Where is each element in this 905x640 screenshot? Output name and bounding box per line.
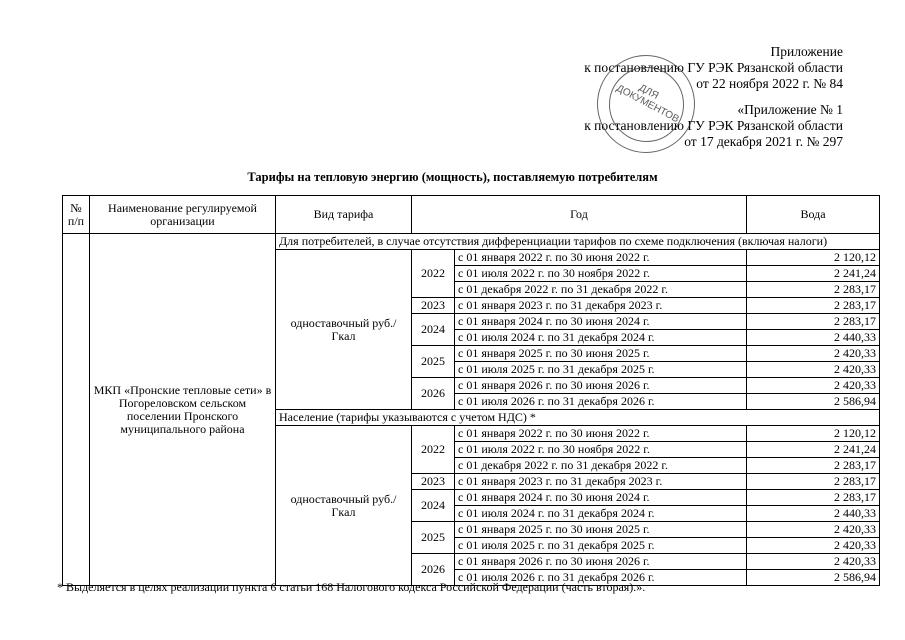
- period-cell: с 01 января 2022 г. по 30 июня 2022 г.: [455, 250, 747, 266]
- year-cell: 2023: [412, 298, 455, 314]
- footnote: * Выделяется в целях реализации пункта 6 статьи 168 Налогового кодекса Российской Федерации (часть вторая).».: [57, 580, 646, 594]
- period-cell: с 01 июля 2026 г. по 31 декабря 2026 г.: [455, 570, 747, 586]
- year-cell: 2023: [412, 474, 455, 490]
- tariff-type: одноставочный руб./Гкал: [276, 250, 412, 410]
- period-cell: с 01 июля 2024 г. по 31 декабря 2024 г.: [455, 330, 747, 346]
- period-cell: с 01 января 2026 г. по 30 июня 2026 г.: [455, 378, 747, 394]
- row-number-cell: [63, 234, 90, 586]
- water-value-cell: 2 440,33: [747, 330, 880, 346]
- water-value-cell: 2 440,33: [747, 506, 880, 522]
- year-cell: 2022: [412, 426, 455, 474]
- period-cell: с 01 января 2023 г. по 31 декабря 2023 г.: [455, 474, 747, 490]
- water-value-cell: 2 420,33: [747, 346, 880, 362]
- water-value-cell: 2 420,33: [747, 522, 880, 538]
- header-line-6: от 17 декабря 2021 г. № 297: [684, 134, 843, 149]
- header-type: Вид тарифа: [276, 196, 412, 234]
- water-value-cell: 2 283,17: [747, 490, 880, 506]
- period-cell: с 01 января 2024 г. по 30 июня 2024 г.: [455, 490, 747, 506]
- period-cell: с 01 июля 2025 г. по 31 декабря 2025 г.: [455, 362, 747, 378]
- header-line-5: к постановлению ГУ РЭК Рязанской области: [584, 118, 843, 133]
- water-value-cell: 2 241,24: [747, 442, 880, 458]
- year-cell: 2025: [412, 522, 455, 554]
- document-title: Тарифы на тепловую энергию (мощность), поставляемую потребителям: [247, 170, 658, 184]
- organization-name: МКП «Пронские тепловые сети» в Погореловском сельском поселении Пронского муниципального района: [90, 234, 276, 586]
- year-cell: 2026: [412, 378, 455, 410]
- year-cell: 2024: [412, 314, 455, 346]
- water-value-cell: 2 283,17: [747, 458, 880, 474]
- water-value-cell: 2 586,94: [747, 570, 880, 586]
- year-cell: 2022: [412, 250, 455, 298]
- water-value-cell: 2 420,33: [747, 554, 880, 570]
- period-cell: с 01 декабря 2022 г. по 31 декабря 2022 г.: [455, 458, 747, 474]
- water-value-cell: 2 420,33: [747, 538, 880, 554]
- water-value-cell: 2 283,17: [747, 314, 880, 330]
- water-value-cell: 2 283,17: [747, 298, 880, 314]
- period-cell: с 01 января 2026 г. по 30 июня 2026 г.: [455, 554, 747, 570]
- water-value-cell: 2 420,33: [747, 362, 880, 378]
- water-value-cell: 2 283,17: [747, 474, 880, 490]
- header-line-1: Приложение: [770, 44, 843, 59]
- period-cell: с 01 июля 2022 г. по 30 ноября 2022 г.: [455, 442, 747, 458]
- period-cell: с 01 января 2025 г. по 30 июня 2025 г.: [455, 346, 747, 362]
- period-cell: с 01 января 2025 г. по 30 июня 2025 г.: [455, 522, 747, 538]
- header-year: Год: [412, 196, 747, 234]
- tariff-table: [62, 195, 880, 586]
- water-value-cell: 2 120,12: [747, 250, 880, 266]
- period-cell: с 01 июля 2024 г. по 31 декабря 2024 г.: [455, 506, 747, 522]
- water-value-cell: 2 420,33: [747, 378, 880, 394]
- header-num: № п/п: [63, 196, 90, 234]
- header-line-4: «Приложение № 1: [737, 102, 843, 117]
- official-stamp: [597, 55, 695, 153]
- period-cell: с 01 января 2024 г. по 30 июня 2024 г.: [455, 314, 747, 330]
- table-header-row: [63, 196, 880, 234]
- water-value-cell: 2 283,17: [747, 282, 880, 298]
- period-cell: с 01 июля 2022 г. по 30 ноября 2022 г.: [455, 266, 747, 282]
- period-cell: с 01 января 2022 г. по 30 июня 2022 г.: [455, 426, 747, 442]
- tariff-type: одноставочный руб./Гкал: [276, 426, 412, 586]
- year-cell: 2024: [412, 490, 455, 522]
- period-cell: с 01 июля 2025 г. по 31 декабря 2025 г.: [455, 538, 747, 554]
- header-water: Вода: [747, 196, 880, 234]
- water-value-cell: 2 241,24: [747, 266, 880, 282]
- water-value-cell: 2 586,94: [747, 394, 880, 410]
- period-cell: с 01 января 2023 г. по 31 декабря 2023 г.: [455, 298, 747, 314]
- header-line-3: от 22 ноября 2022 г. № 84: [696, 76, 843, 91]
- section-row: [63, 234, 880, 250]
- period-cell: с 01 декабря 2022 г. по 31 декабря 2022 г.: [455, 282, 747, 298]
- stamp-text: ДЛЯ ДОКУМЕНТОВ: [614, 82, 681, 126]
- period-cell: с 01 июля 2026 г. по 31 декабря 2026 г.: [455, 394, 747, 410]
- header-line-2: к постановлению ГУ РЭК Рязанской области: [584, 60, 843, 75]
- header-org: Наименование регулируемой организации: [90, 196, 276, 234]
- section-label: Население (тарифы указываются с учетом НДС) *: [276, 410, 880, 426]
- water-value-cell: 2 120,12: [747, 426, 880, 442]
- year-cell: 2025: [412, 346, 455, 378]
- year-cell: 2026: [412, 554, 455, 586]
- section-label: Для потребителей, в случае отсутствия дифференциации тарифов по схеме подключения (включая налоги): [276, 234, 880, 250]
